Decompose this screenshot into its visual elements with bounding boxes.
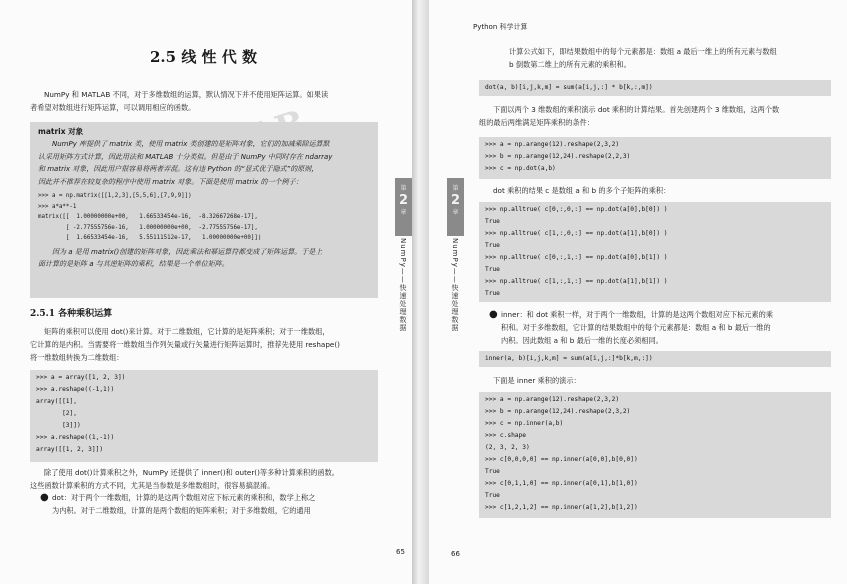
- chapter-tab: 第 2 章: [395, 178, 412, 236]
- paragraph-formula-intro: 计算公式如下，即结果数组中的每个元素都是：数组 a 最后一维上的所有元素与数组 b 倒数第二维上的所有元素的乘积和。: [509, 47, 777, 69]
- note-after-text: 因为 a 是用 matrix()创建的矩阵对象，因此乘法和幂运算符都变成了矩阵运算。于是上 面计算的是矩阵 a 与其逆矩阵的乘积，结果是一个单位矩阵。: [38, 247, 323, 268]
- book-gutter: [412, 0, 429, 584]
- running-header: Python 科学计算: [473, 23, 528, 31]
- bullet-inner: inner：和 dot 乘积一样，对于两个一维数组，计算的是这两个数组对应下标元素的乘 积和。对于多维数组，它计算的结果数组中的每个元素都是：数组 a 和 b 最后一维的 内积。因此数组 a 和 b 最后一维的长度必须相同。: [501, 310, 774, 345]
- left-page: [0, 0, 412, 584]
- bullet-dot: dot：对于两个一维数组，计算的是这两个数组对应下标元素的乘积和，数学上称之 为内积。对于二维数组，计算的是两个数组的矩阵乘积；对于多维数组，它的通用: [52, 493, 316, 515]
- chapter-side-label: NumPy——快速处理数据: [451, 238, 459, 332]
- note-title: matrix 对象: [38, 127, 84, 136]
- paragraph-inner-outer: 除了使用 dot()计算乘积之外，NumPy 还提供了 inner()和 outer()等多种计算乘积的函数。 这些函数计算乘积的方式不同，尤其是当参数是多维数组时，很容易搞混淆。: [30, 468, 339, 490]
- paragraph-dot-result: dot 乘积的结果 c 是数组 a 和 b 的多个子矩阵的乘积：: [493, 186, 671, 195]
- formula-dot: dot(a, b)[i,j,k,m] = sum(a[i,j,:] * b[k,:,m]): [479, 80, 831, 96]
- note-text: NumPy 库提供了 matrix 类，使用 matrix 类创建的是矩阵对象，它们的加减乘除运算默 认采用矩阵方式计算，因此用法和 MATLAB 十分类似。但是由于 NumPy 中同时存在 ndarray 和 matrix 对象，因此用户很容易将两者弄混。这有违 Python 的“显式优于隐式”的原则， 因此并不推荐在较复杂的程序中使用 matrix 对象。下面是使用 matrix 的一个例子：: [38, 140, 333, 186]
- subsection-title: 2.5.1 各种乘积运算: [30, 309, 113, 319]
- code-block-alltrue: >>> np.alltrue( c[0,:,0,:] == np.dot(a[0],b[0]) ) True >>> np.alltrue( c[1,:,0,:] == np.dot(a[1],b[0]) ) True >>> np.alltrue( c[0,:,1,:] == np.dot(a[0],b[1]) ) True >>> np.alltrue( c[1,:,1,:] == np.dot(a[1],b[1]) ) True: [479, 202, 831, 302]
- chapter-tab: 第 2 章: [447, 178, 464, 236]
- note-code: >>> a = np.matrix([[1,2,3],[5,5,6],[7,9,9]]) >>> a*a**-1 matrix([[ 1.00000000e+00, 1.66533454e-16, -8.32667268e-17], [ -2.77555756e-16, 1.00000000e+00, -2.77555756e-17], [ 1.66533454e-16, 5.55111512e-17, 1.00000000e+00]]): [38, 193, 262, 241]
- paragraph-3d-arrays: 下面以两个 3 维数组的乘积演示 dot 乘积的计算结果。首先创建两个 3 维数组，这两个数 组的最后两维满足矩阵乘积的条件：: [479, 105, 780, 127]
- page-number: 66: [451, 550, 460, 558]
- section-title: 2.5 线 性 代 数: [150, 48, 257, 66]
- paragraph-inner-demo: 下面是 inner 乘积的演示：: [493, 376, 581, 385]
- chapter-side-label: NumPy——快速处理数据: [399, 238, 407, 332]
- code-block-create: >>> a = np.arange(12).reshape(2,3,2) >>> b = np.arange(12,24).reshape(2,2,3) >>> c = np.dot(a,b): [479, 137, 831, 179]
- paragraph-dot: 矩阵的乘积可以使用 dot()来计算。对于二维数组，它计算的是矩阵乘积；对于一维数组， 它计算的是内积。当需要将一维数组当作列矢量或行矢量进行矩阵运算时，推荐先使用 reshape() 将一维数组转换为二维数组：: [30, 327, 340, 362]
- bullet-icon: ●: [40, 492, 49, 503]
- bullet-icon: ●: [489, 309, 498, 320]
- matrix-note-box: [30, 122, 378, 298]
- formula-inner: inner(a, b)[i,j,k,m] = sum(a[i,j,:]*b[k,m,:]): [479, 351, 831, 367]
- intro-paragraph: NumPy 和 MATLAB 不同，对于多维数组的运算，默认情况下并不使用矩阵运算。如果读 者希望对数组进行矩阵运算，可以调用相应的函数。: [30, 90, 329, 112]
- right-page: [429, 0, 847, 584]
- code-block-reshape: >>> a = array([1, 2, 3]) >>> a.reshape((-1,1)) array([[1], [2], [3]]) >>> a.reshape((1,-1)) array([[1, 2, 3]]): [30, 370, 378, 462]
- page-number: 65: [396, 548, 405, 556]
- code-block-inner: >>> a = np.arange(12).reshape(2,3,2) >>> b = np.arange(12,24).reshape(2,3,2) >>> c = np.inner(a,b) >>> c.shape (2, 3, 2, 3) >>> c[0,0,0,0] == np.inner(a[0,0],b[0,0]) True >>> c[0,1,1,0] == np.inner(a[0,1],b[1,0]) True >>> c[1,2,1,2] == np.inner(a[1,2],b[1,2]): [479, 392, 831, 518]
